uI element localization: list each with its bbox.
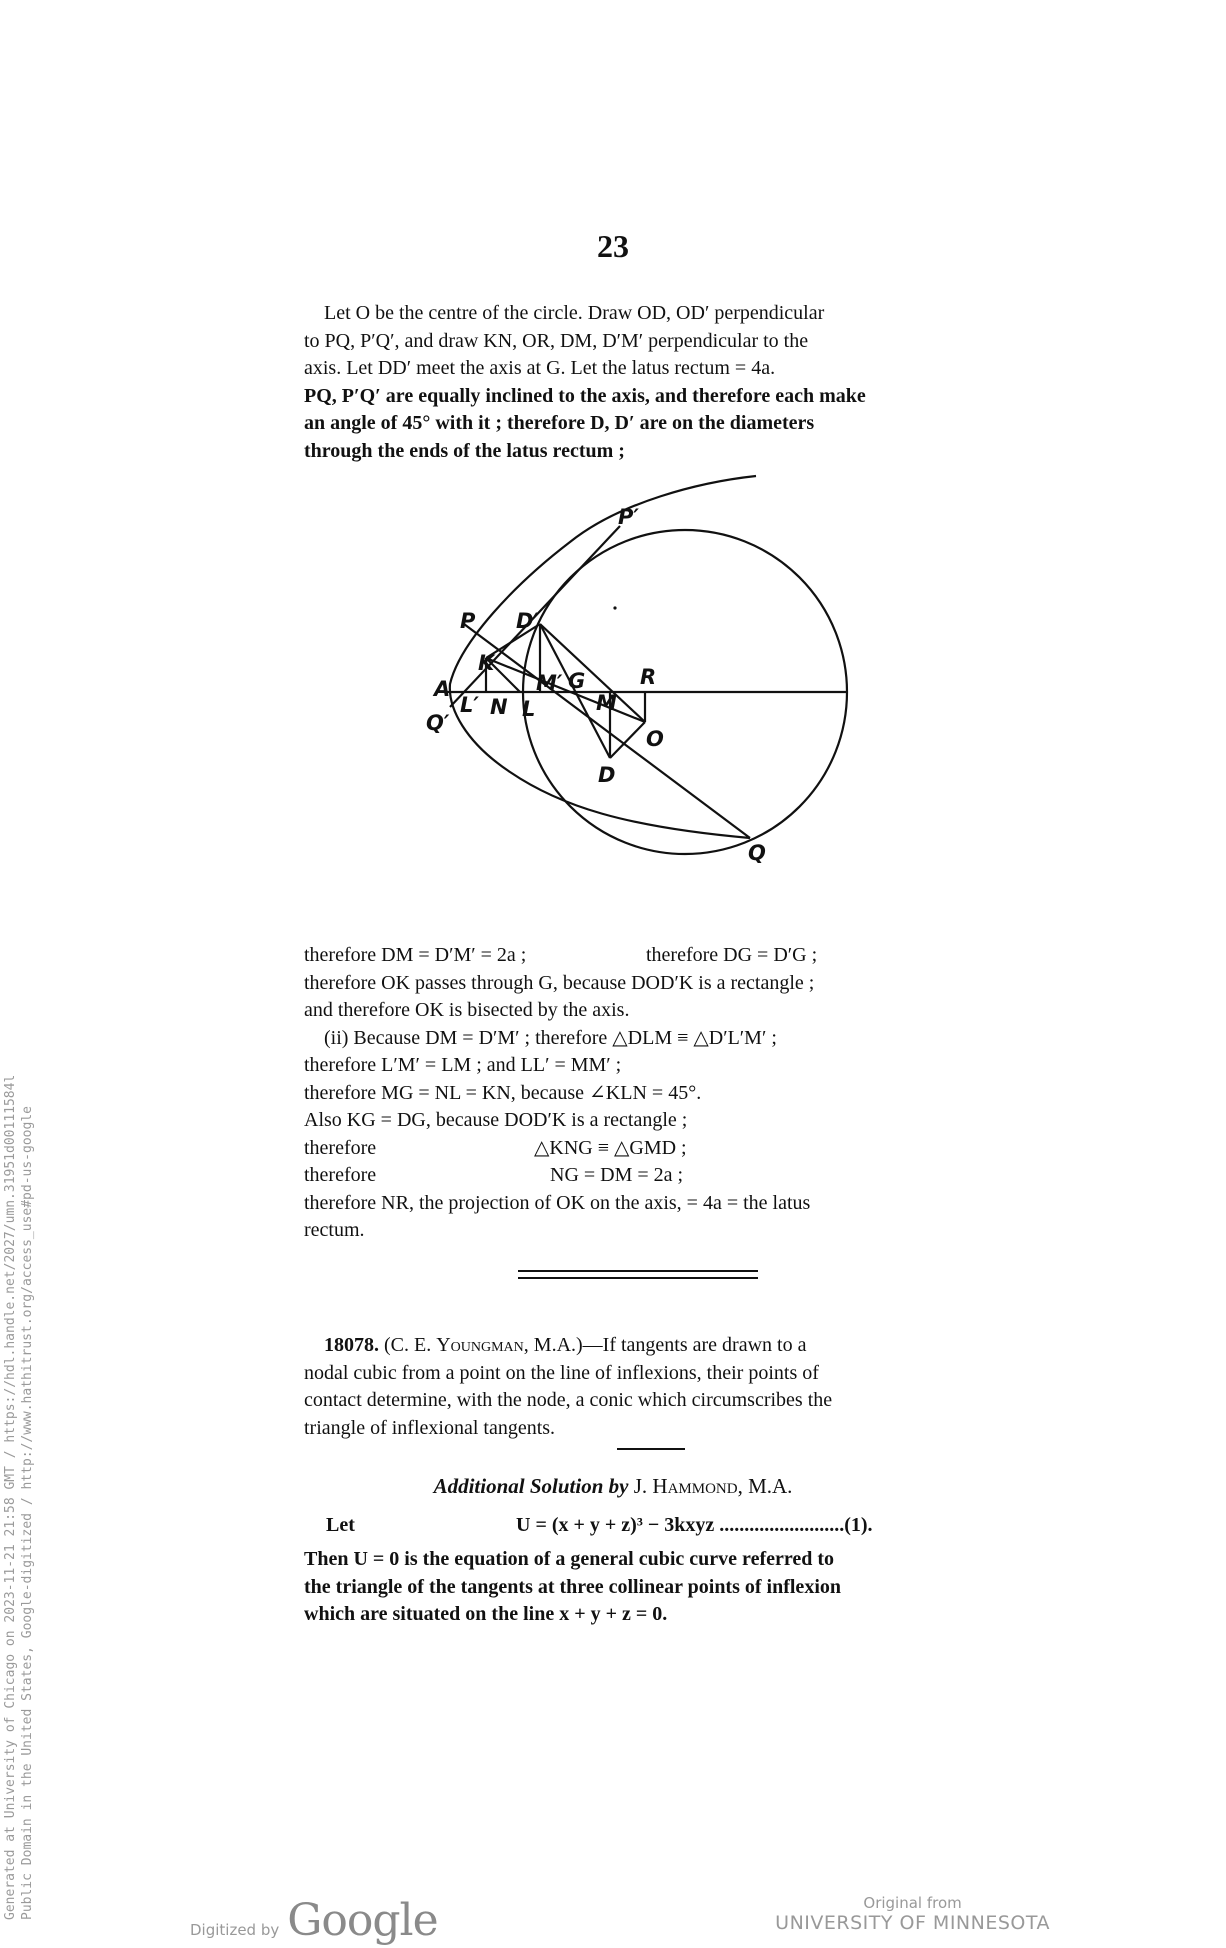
solution-line: the triangle of the tangents at three collinear points of inflexion	[304, 1575, 841, 1598]
line-d-o	[610, 722, 645, 758]
problem-number: 18078.	[324, 1334, 379, 1356]
solution-block	[304, 1546, 978, 1629]
page-number: 23	[597, 228, 629, 264]
equation-row	[326, 1514, 978, 1537]
intro-paragraph	[304, 300, 978, 465]
label-r: R	[640, 665, 657, 689]
hathitrust-watermark	[2, 920, 36, 1920]
label-m-prime: M′	[536, 671, 563, 695]
intro-line: PQ, P′Q′ are equally inclined to the axis, and therefore each make	[304, 384, 866, 407]
label-d-prime: D′	[516, 609, 539, 633]
intro-line: through the ends of the latus rectum ;	[304, 439, 625, 462]
watermark-line: Public Domain in the United States, Google-digitized / http://www.hathitrust.org/access_use#pd-us-google	[20, 1106, 35, 1920]
geometry-diagram	[420, 472, 860, 932]
line-k-o	[486, 658, 645, 722]
proof-line: therefore NR, the projection of OK on the axis, = 4a = the latus	[304, 1191, 811, 1214]
problem-line: triangle of inflexional tangents.	[304, 1416, 556, 1439]
label-o: O	[646, 727, 664, 751]
proof-text: △KNG ≡ △GMD ;	[534, 1136, 687, 1159]
proof-line	[304, 1162, 978, 1190]
proof-text: therefore DM = D′M′ = 2a ;	[304, 944, 527, 966]
equation: U = (x + y + z)³ − 3kxyz .........................(1).	[516, 1514, 873, 1536]
solution-line: which are situated on the line x + y + z = 0.	[304, 1603, 668, 1625]
label-p: P	[460, 609, 476, 633]
watermark-line: Generated at University of Chicago on 2023-11-21 21:58 GMT / https://hdl.handle.net/2027/umn.31951d00111584l	[3, 1074, 18, 1920]
label-l-prime: L′	[460, 693, 479, 717]
solution-heading	[0, 1474, 1226, 1499]
problem-line: nodal cubic from a point on the line of inflexions, their points of	[304, 1361, 819, 1384]
heading-name-a: J.	[628, 1474, 653, 1498]
proof-text: therefore DG = D′G ;	[646, 944, 818, 966]
heading-italic: Additional Solution by	[433, 1474, 629, 1498]
intro-line: an angle of 45° with it ; therefore D, D′ are on the diameters	[304, 412, 815, 434]
proof-line	[304, 942, 978, 970]
author-close: , M.A.)—If tangents are drawn to a	[523, 1334, 807, 1356]
section-divider	[518, 1270, 758, 1279]
digitized-by-text: Digitized by	[190, 1921, 280, 1939]
proof-text: therefore	[304, 1136, 377, 1159]
problem-line	[304, 1332, 978, 1360]
proof-line	[304, 1135, 978, 1163]
chord-p-q	[464, 624, 750, 838]
label-q: Q	[748, 841, 766, 865]
label-p-prime: P′	[618, 505, 639, 529]
label-m: M	[596, 691, 617, 715]
university-text: UNIVERSITY OF MINNESOTA	[775, 1912, 1050, 1934]
label-g: G	[568, 669, 586, 693]
google-logo: Google	[287, 1895, 438, 1946]
label-k: K	[478, 651, 495, 675]
proof-text: NG = DM = 2a ;	[550, 1164, 684, 1186]
intro-line: axis. Let DD′ meet the axis at G. Let the latus rectum = 4a.	[304, 357, 776, 379]
label-q-prime: Q′	[426, 711, 450, 735]
proof-line: and therefore OK is bisected by the axis.	[304, 999, 630, 1021]
author-open: (C. E.	[384, 1334, 437, 1356]
proof-line: therefore L′M′ = LM ; and LL′ = MM′ ;	[304, 1054, 622, 1076]
proof-line: (ii) Because DM = D′M′ ; therefore △DLM ≡ △D′L′M′ ;	[324, 1026, 777, 1049]
label-d: D	[598, 763, 616, 787]
proof-line: therefore MG = NL = KN, because ∠KLN = 45°.	[304, 1081, 702, 1104]
label-a: A	[434, 677, 451, 701]
proof-text: therefore	[304, 1164, 377, 1186]
label-n: N	[490, 695, 508, 719]
original-from-mark	[775, 1894, 1050, 1934]
problem-line: contact determine, with the node, a conic which circumscribes the	[304, 1389, 833, 1411]
proof-line: rectum.	[304, 1219, 365, 1241]
parabola-circle-figure	[420, 472, 860, 932]
intro-line: to PQ, P′Q′, and draw KN, OR, DM, D′M′ perpendicular to the	[304, 329, 809, 352]
google-digitized-mark	[190, 1895, 438, 1946]
author-name: Youngman	[436, 1334, 524, 1356]
short-divider	[617, 1448, 685, 1450]
let-label: Let	[326, 1514, 355, 1536]
proof-block	[304, 942, 978, 1245]
heading-name-b: Hammond	[652, 1474, 738, 1498]
heading-name-c: , M.A.	[737, 1474, 793, 1498]
intro-line: Let O be the centre of the circle. Draw OD, OD′ perpendicular	[324, 302, 825, 324]
solution-line: Then U = 0 is the equation of a general cubic curve referred to	[304, 1548, 835, 1570]
proof-line: Also KG = DG, because DOD′K is a rectangle ;	[304, 1109, 688, 1131]
proof-line: therefore OK passes through G, because DOD′K is a rectangle ;	[304, 971, 815, 994]
original-from-text: Original from	[863, 1894, 962, 1912]
problem-block	[304, 1332, 978, 1442]
label-l: L	[522, 697, 536, 721]
